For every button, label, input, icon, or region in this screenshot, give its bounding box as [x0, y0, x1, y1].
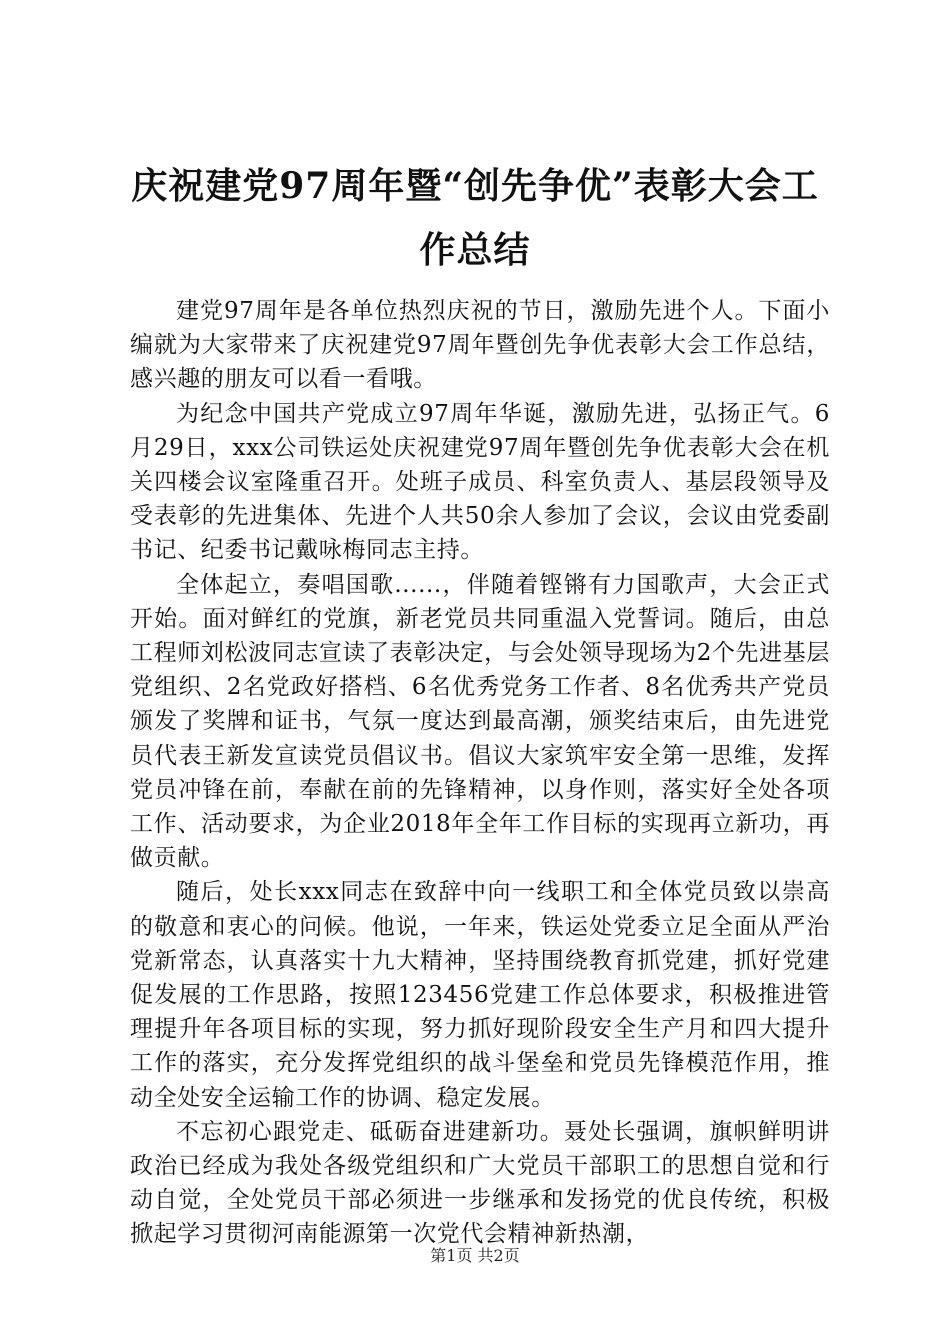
- document-title-line-2: 作总结: [419, 229, 531, 271]
- document-body: [130, 294, 830, 1252]
- document-title-line-1: 庆祝建党97周年暨“创先争优”表彰大会工: [131, 165, 819, 207]
- paragraph-3: 全体起立，奏唱国歌......，伴随着铿锵有力国歌声，大会正式开始。面对鲜红的党旗，新老党员共同重温入党誓词。随后，由总工程师刘松波同志宣读了表彰决定，与会处领导现场为2个先进基层党组织、2名党政好搭档、6名优秀党务工作者、8名优秀共产党员颁发了奖牌和证书，气氛一度达到最高潮，颁奖结束后，由先进党员代表王新发宣读党员倡议书。倡议大家筑牢安全第一思维，发挥党员冲锋在前，奉献在前的先锋精神，以身作则，落实好全处各项工作、活动要求，为企业2018年全年工作目标的实现再立新功，再做贡献。: [130, 571, 830, 872]
- paragraph-5: 不忘初心跟党走、砥砺奋进建新功。聂处长强调，旗帜鲜明讲政治已经成为我处各级党组织和广大党员干部职工的思想自觉和行动自觉，全处党员干部必须进一步继承和发扬党的优良传统，积极掀起学习贯彻河南能源第一次党代会精神新热潮，: [130, 1118, 830, 1248]
- page-footer: 第1页 共2页: [430, 1246, 520, 1265]
- paragraph-2: 为纪念中国共产党成立97周年华诞，激励先进，弘扬正气。6月29日，xxx公司铁运处庆祝建党97周年暨创先争优表彰大会在机关四楼会议室隆重召开。处班子成员、科室负责人、基层段领导及受表彰的先进集体、先进个人共50余人参加了会议，会议由党委副书记、纪委书记戴咏梅同志主持。: [130, 400, 830, 564]
- paragraph-1: 建党97周年是各单位热烈庆祝的节日，激励先进个人。下面小编就为大家带来了庆祝建党97周年暨创先争优表彰大会工作总结，感兴趣的朋友可以看一看哦。: [130, 298, 830, 393]
- paragraph-4: 随后，处长xxx同志在致辞中向一线职工和全体党员致以崇高的敬意和衷心的问候。他说，一年来，铁运处党委立足全面从严治党新常态，认真落实十九大精神，坚持围绕教育抓党建，抓好党建促发展的工作思路，按照123456党建工作总体要求，积极推进管理提升年各项目标的实现，努力抓好现阶段安全生产月和四大提升工作的落实，充分发挥党组织的战斗堡垒和党员先锋模范作用，推动全处安全运输工作的协调、稳定发展。: [130, 879, 830, 1111]
